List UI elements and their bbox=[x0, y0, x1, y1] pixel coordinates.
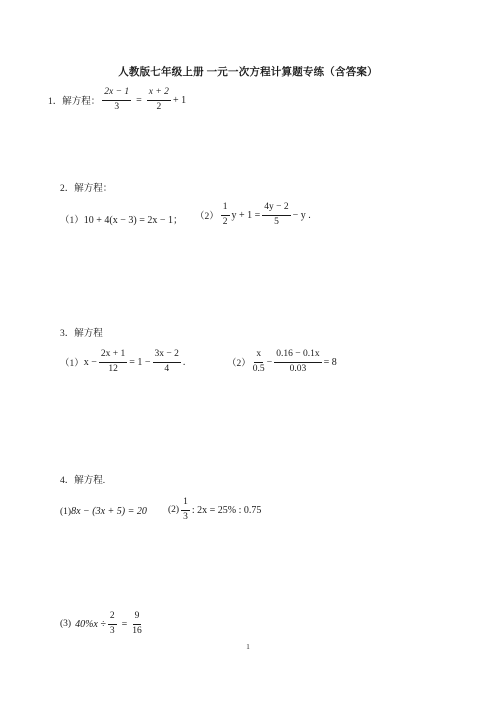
q4-fraction-c-denominator: 16 bbox=[132, 625, 142, 636]
q3-part-2-label: （2） bbox=[227, 359, 251, 369]
q4-part-2-label: (2) bbox=[168, 505, 180, 515]
q2-fraction-b-denominator: 5 bbox=[274, 216, 279, 227]
q4-part-3-equals: = bbox=[121, 618, 128, 630]
q3-part-2-tail: = 8 bbox=[323, 356, 337, 368]
q2-fraction-a-numerator: 1 bbox=[221, 203, 230, 216]
q2-fraction-b-numerator: 4y − 2 bbox=[262, 203, 290, 216]
question-4-part-3 bbox=[60, 612, 144, 636]
q4-fraction-b bbox=[108, 612, 117, 636]
q3-part-2-middle: − bbox=[266, 356, 273, 368]
page-number: 1 bbox=[246, 643, 250, 651]
question-3-label: 3．解方程 bbox=[60, 329, 103, 339]
q2-part-2-tail: − y . bbox=[292, 209, 311, 221]
q4-fraction-b-numerator: 2 bbox=[108, 612, 117, 625]
q4-fraction-a bbox=[181, 498, 190, 522]
q4-part-3-lead: 40%x ÷ bbox=[75, 618, 106, 630]
q4-fraction-c bbox=[132, 612, 142, 636]
question-4-part-2 bbox=[168, 498, 261, 522]
q4-fraction-a-numerator: 1 bbox=[181, 498, 190, 511]
q3-fraction-b-numerator: 3x − 2 bbox=[153, 350, 181, 363]
q3-fraction-c bbox=[253, 350, 265, 374]
question-3-part-1 bbox=[60, 350, 185, 374]
q3-fraction-b-denominator: 4 bbox=[164, 363, 170, 374]
q1-equals: = bbox=[136, 94, 142, 106]
q4-part-1-label: (1) bbox=[60, 506, 72, 517]
question-1-label: 1．解方程： bbox=[48, 97, 101, 107]
q2-part-2-label: （2） bbox=[195, 212, 219, 222]
q3-fraction-d-numerator: 0.16 − 0.1x bbox=[274, 350, 321, 363]
q4-fraction-b-denominator: 3 bbox=[109, 625, 115, 636]
q3-fraction-d bbox=[274, 350, 321, 374]
question-2-part-2 bbox=[195, 203, 311, 227]
q1-fraction-b-numerator: x + 2 bbox=[147, 88, 171, 101]
q3-part-1-label: （1） bbox=[60, 359, 84, 369]
document-title: 人教版七年级上册 一元一次方程计算题专练（含答案） bbox=[118, 67, 378, 78]
q4-fraction-a-denominator: 3 bbox=[183, 511, 188, 522]
q3-fraction-a-denominator: 12 bbox=[108, 363, 118, 374]
q3-fraction-d-denominator: 0.03 bbox=[289, 363, 307, 374]
q2-fraction-a-denominator: 2 bbox=[222, 216, 228, 227]
question-4-part-1 bbox=[60, 506, 147, 517]
q3-fraction-c-numerator: x bbox=[254, 350, 263, 363]
q2-part-1-expression: 10 + 4(x − 3) = 2x − 1； bbox=[83, 215, 183, 226]
question-2-part-1 bbox=[60, 211, 183, 226]
q3-fraction-b bbox=[153, 350, 181, 374]
q2-fraction-a bbox=[221, 203, 230, 227]
question-2-label: 2．解方程： bbox=[60, 184, 113, 194]
q4-fraction-c-numerator: 9 bbox=[133, 612, 142, 625]
q1-fraction-a-denominator: 3 bbox=[114, 101, 120, 112]
q1-fraction-b-denominator: 2 bbox=[156, 101, 162, 112]
q4-part-2-tail: : 2x = 25% : 0.75 bbox=[191, 504, 262, 516]
question-3-part-2 bbox=[227, 350, 337, 374]
q3-part-1-tail: . bbox=[182, 356, 186, 368]
q3-fraction-a bbox=[99, 350, 127, 374]
q4-part-1-expression: 8x − (3x + 5) = 20 bbox=[71, 506, 147, 517]
q3-fraction-a-numerator: 2x + 1 bbox=[99, 350, 127, 363]
q3-part-1-lead: x − bbox=[83, 356, 97, 368]
q2-part-2-middle: y + 1 = bbox=[231, 209, 261, 221]
q1-fraction-a-numerator: 2x − 1 bbox=[102, 88, 131, 101]
question-4-label: 4．解方程. bbox=[60, 476, 106, 486]
q2-part-1-label: （1） bbox=[60, 215, 84, 226]
q1-fraction-b bbox=[147, 88, 171, 112]
q2-fraction-b bbox=[262, 203, 290, 227]
q1-fraction-a bbox=[102, 88, 131, 112]
q1-tail: + 1 bbox=[172, 94, 187, 106]
q4-part-3-label: (3) bbox=[60, 619, 72, 629]
question-1 bbox=[48, 88, 186, 112]
q3-part-1-middle: = 1 − bbox=[129, 356, 151, 368]
q3-fraction-c-denominator: 0.5 bbox=[252, 363, 265, 374]
